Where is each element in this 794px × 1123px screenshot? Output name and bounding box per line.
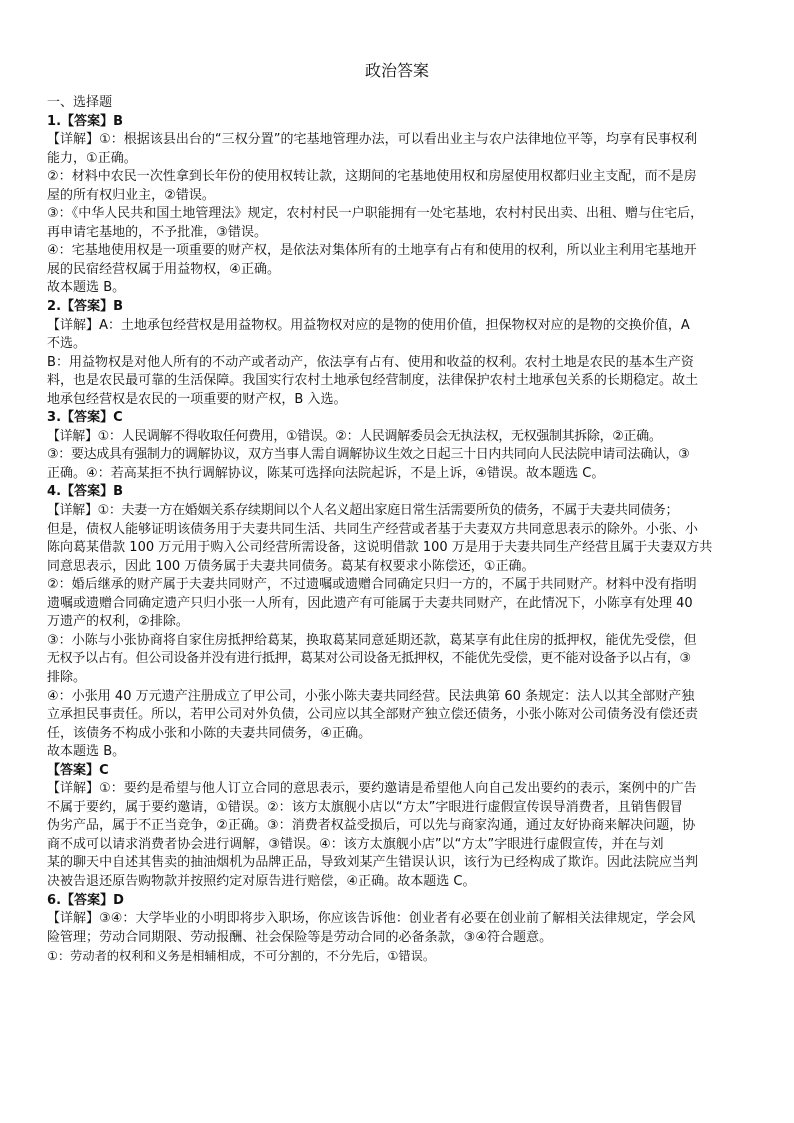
text-line: 排除。 [47, 669, 87, 685]
text-line: 商不成可以请求消费者协会进行调解，③错误。④：该方太旗舰小店”以“方太”字眼进行虚假宣传，并在与刘 [47, 836, 664, 852]
text-line: 【详解】A：土地承包经营权是用益物权。用益物权对应的是物的使用价值，担保物权对应的是物的交换价值，A [47, 317, 690, 333]
text-line: 任，该债务不构成小张和小陈的夫妻共同债务，④正确。 [47, 725, 372, 741]
text-line: ③：小陈与小张协商将自家住房抵押给葛某，换取葛某同意延期还款，葛某享有此住房的抵押权，能优先受偿，但 [47, 632, 697, 648]
text-line: 展的民宿经营权属于用益物权，④正确。 [47, 261, 281, 277]
text-line: 万遗产的权利，②排除。 [47, 614, 189, 630]
text-line: 故本题选 B。 [47, 744, 126, 760]
text-line: 同意思表示，因此 100 万债务属于夫妻共同债务。葛某有权要求小陈偿还，①正确。 [47, 558, 535, 574]
text-line: 能力，①正确。 [47, 150, 137, 166]
answer-body [47, 94, 777, 966]
text-line: B：用益物权是对他人所有的不动产或者动产，依法享有占有、使用和收益的权利。农村土地是农民的基本生产资 [47, 354, 694, 370]
text-line: ③：要达成具有强制力的调解协议，双方当事人需自调解协议生效之日起三十日内共同向人民法院申请司法确认，③ [47, 447, 690, 463]
text-line: ③：《中华人民共和国土地管理法》规定，农村村民一户职能拥有一处宅基地，农村村民出卖、出租、赠与住宅后， [47, 206, 704, 222]
text-line: 【详解】①：根据该县出台的“三权分置”的宅基地管理办法，可以看出业主与农户法律地位平等，均享有民事权利 [47, 132, 698, 148]
text-line: 不属于要约，属于要约邀请，①错误。②：该方太旗舰小店以“方太”字眼进行虚假宣传误导消费者，且销售假冒 [47, 799, 683, 815]
text-line: 【详解】①：夫妻一方在婚姻关系存续期间以个人名义超出家庭日常生活需要所负的债务，不属于夫妻共同债务； [47, 503, 679, 519]
text-line: 【详解】③④：大学毕业的小明即将步入职场，你应该告诉他：创业者有必要在创业前了解相关法律规定，学会风 [47, 911, 696, 927]
text-line: 料，也是农民最可靠的生活保障。我国实行农村土地承包经营制度，法律保护农村土地承包关系的长期稳定。故土 [47, 373, 699, 389]
answer-heading: 4.【答案】B [47, 484, 124, 500]
text-line: ②：婚后继承的财产属于夫妻共同财产，不过遗嘱或遗赠合同确定只归一方的，不属于共同财产。材料中没有指明 [47, 577, 697, 593]
answer-heading: 1.【答案】B [47, 113, 124, 129]
text-line: 无权予以占有。但公司设备并没有进行抵押，葛某对公司设备无抵押权，不能优先受偿，更不能对设备予以占有，③ [47, 651, 691, 667]
text-line: 遗嘱或遗赠合同确定遗产只归小张一人所有，因此遗产有可能属于夫妻共同财产，在此情况下，小陈享有处理 40 [47, 595, 693, 611]
text-line: ②：材料中农民一次性拿到长年份的使用权转让款，这期间的宅基地使用权和房屋使用权都归业主支配，而不是房 [47, 169, 697, 185]
text-line: 险管理；劳动合同期限、劳动报酬、社会保险等是劳动合同的必备条款，③④符合题意。 [47, 929, 553, 945]
text-line: 决被告退还原告购物款并按照约定对原告进行赔偿，④正确。故本题选 C。 [47, 873, 476, 889]
text-line: 伪劣产品，属于不正当竞争，②正确。③：消费者权益受损后，可以先与商家沟通，通过友好协商来解决问题，协 [47, 818, 696, 834]
text-line: 某的聊天中自述其售卖的抽油烟机为品牌正品，导致刘某产生错误认识，该行为已经构成了欺诈。因此法院应当判 [47, 855, 699, 871]
text-line: 不选。 [47, 336, 87, 352]
text-line: 立承担民事责任。所以，若甲公司对外负债，公司应以其全部财产独立偿还债务，小张小陈对公司债务没有偿还责 [47, 707, 699, 723]
text-line: 一、选择题 [47, 95, 113, 110]
text-line: ④：小张用 40 万元遗产注册成立了甲公司，小张小陈夫妻共同经营。民法典第 60 条规定：法人以其全部财产独 [47, 688, 695, 704]
text-line: 陈向葛某借款 100 万元用于购入公司经营所需设备，这说明借款 100 万是用于夫妻共同生产经营且属于夫妻双方共 [47, 540, 713, 556]
text-line: 但是，债权人能够证明该债务用于夫妻共同生活、共同生产经营或者基于夫妻双方共同意思表示的除外。小张、小 [47, 521, 699, 537]
text-line: 正确。④：若高某拒不执行调解协议，陈某可选择向法院起诉，不是上诉，④错误。故本题选 C。 [47, 465, 605, 481]
text-line: ①：劳动者的权利和义务是相辅相成，不可分割的，不分先后，①错误。 [47, 949, 436, 964]
text-line: 【详解】①：人民调解不得收取任何费用，①错误。②：人民调解委员会无执法权，无权强制其拆除，②正确。 [47, 428, 662, 444]
text-line: 故本题选 B。 [47, 280, 126, 296]
answer-heading: 【答案】C [47, 762, 109, 778]
answer-heading: 2.【答案】B [47, 299, 124, 315]
text-line: ④：宅基地使用权是一项重要的财产权，是依法对集体所有的土地享有占有和使用的权利，所以业主利用宅基地开 [47, 243, 697, 259]
text-line: 再申请宅基地的，不予批准，③错误。 [47, 224, 267, 240]
text-line: 屋的所有权归业主，②错误。 [47, 187, 215, 203]
page-title: 政治答案 [364, 61, 429, 80]
text-line: 【详解】①：要约是希望与他人订立合同的意思表示，要约邀请是希望他人向自己发出要约的表示，案例中的广告 [47, 781, 697, 797]
text-line: 地承包经营权是农民的一项重要的财产权，B 入选。 [47, 391, 347, 407]
answer-heading: 6.【答案】D [47, 892, 124, 908]
answer-heading: 3.【答案】C [47, 410, 123, 426]
